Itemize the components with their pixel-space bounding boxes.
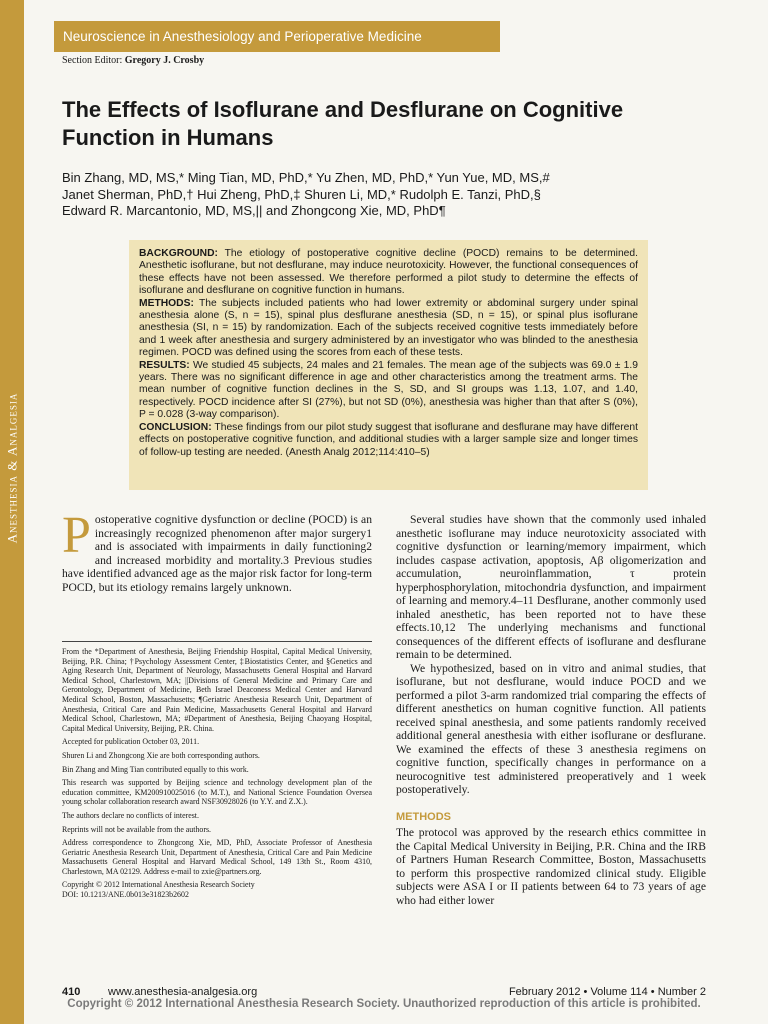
- intro-text: ostoperative cognitive dysfunction or decline (POCD) is an increasingly recognized phenomenon after major surgery1 and is associated with impairments in daily functioning2 and increased morbidity and mortality.3 Previous studies have identified advanced age as the major risk factor for long-term POCD, but its etiology remains largely unknown.: [62, 513, 372, 594]
- footnote-reprints: Reprints will not be available from the authors.: [62, 824, 212, 834]
- author-line: Edward R. Marcantonio, MD, MS,|| and Zhongcong Xie, MD, PhD¶: [62, 203, 446, 218]
- author-list: [62, 170, 722, 220]
- abstract-conclusion: [139, 422, 638, 459]
- section-banner: Neuroscience in Anesthesiology and Perioperative Medicine: [54, 21, 500, 52]
- section-editor-label: Section Editor:: [62, 55, 123, 66]
- intro-paragraph: [62, 507, 372, 594]
- footnote-copyright: Copyright © 2012 International Anesthesia Research Society: [62, 880, 255, 890]
- conclusion-label: CONCLUSION:: [139, 421, 212, 433]
- copyright-notice: Copyright © 2012 International Anesthesia Research Society. Unauthorized reproduction of this article is prohibited.: [67, 998, 701, 1010]
- article-title: The Effects of Isoflurane and Desflurane on Cognitive Function in Humans: [62, 97, 624, 150]
- section-editor: [62, 55, 204, 66]
- results-label: RESULTS:: [139, 359, 190, 371]
- footnotes: [62, 647, 372, 900]
- footnote-conflicts: The authors declare no conflicts of interest.: [62, 810, 199, 820]
- methods-label: METHODS:: [139, 297, 194, 309]
- body-paragraph: We hypothesized, based on in vitro and animal studies, that isoflurane, but not desflurane, would induce POCD and we performed a pilot 3-arm randomized trial comparing the effects of different anesthetics on human cognitive function. All patients received spinal anesthesia, and some patients randomly received additional general anesthesia with either isoflurane or desflurane. We examined the effects of these 3 anesthesia regimens on cognitive function, specifically changes in performance on a neurocognitive test administered preoperatively and 1 week postoperatively.: [396, 661, 706, 796]
- footnote-corresponding: Shuren Li and Zhongcong Xie are both corresponding authors.: [62, 750, 260, 760]
- results-text: We studied 45 subjects, 24 males and 21 females. The mean age of the subjects was 69.0 ± 1.9 years. There was no significant difference in age and other characteristics among the treatment arms. The mean number of cognitive function declines in the S, SD, and SI groups was 1.13, 1.07, and 1.40, respectively. POCD incidence after SI (27%), but not SD (0%), anesthesia was higher than that after S (0%), P = 0.028 (3-way comparison).: [139, 359, 638, 421]
- page-number: 410: [62, 986, 81, 998]
- methods-heading: METHODS: [396, 810, 451, 823]
- footnote-equal-contribution: Bin Zhang and Ming Tian contributed equally to this work.: [62, 764, 249, 774]
- background-label: BACKGROUND:: [139, 248, 218, 259]
- section-editor-name: Gregory J. Crosby: [124, 55, 205, 66]
- issue-info: February 2012 • Volume 114 • Number 2: [508, 986, 706, 998]
- journal-name-vertical: Anesthesia & Analgesia: [4, 392, 20, 544]
- background-text: The etiology of postoperative cognitive decline (POCD) remains to be determined. Anesthetic isoflurane, but not desflurane, may induce neurotoxicity. However, the functional consequences of these effects have not been assessed. We therefore performed a pilot study to determine the effects of isoflurane and desflurane on cognitive function in humans.: [139, 248, 638, 297]
- abstract-methods: [139, 298, 638, 360]
- footnote-divider: [62, 641, 372, 642]
- author-line: Bin Zhang, MD, MS,* Ming Tian, MD, PhD,* Yu Zhen, MD, PhD,* Yun Yue, MD, MS,#: [62, 170, 550, 185]
- drop-cap: P: [62, 507, 91, 564]
- author-line: Janet Sherman, PhD,† Hui Zheng, PhD,‡ Shuren Li, MD,* Rudolph E. Tanzi, PhD,§: [62, 186, 541, 202]
- conclusion-text: These findings from our pilot study suggest that isoflurane and desflurane may have different effects on postoperative cognitive function, and additional studies with a larger sample size and longer times of follow-up testing are needed. (Anesth Analg 2012;114:410–5): [139, 421, 638, 458]
- footnote-correspondence: Address correspondence to Zhongcong Xie, MD, PhD, Associate Professor of Anesthesia Geriatric Anesthesia Research Unit, Department of Anesthesia, Critical Care and Pain Medicine Massachusetts General Hospital and Harvard Medical School, 149 13th St., Room 4310, Charlestown, MA 02129. Address e-mail to zxie@partners.org.: [62, 838, 372, 876]
- footnote-accepted: Accepted for publication October 03, 2011.: [62, 737, 200, 747]
- methods-paragraph: The protocol was approved by the research ethics committee in the Capital Medical University in Beijing, P.R. China and the IRB of Partners Human Research Committee, Boston, Massachusetts to perform this prospective randomized clinical study. Eligible subjects were ASA I or II patients between 64 to 73 years of age who had either lower: [396, 826, 706, 907]
- journal-url: www.anesthesia-analgesia.org: [108, 986, 258, 998]
- body-column-left: [62, 507, 372, 594]
- journal-sidebar: [0, 0, 24, 1024]
- abstract-results: [139, 360, 638, 422]
- footnote-funding: This research was supported by Beijing science and technology development plan of the education committee, KM200910025016 (to M.T.), and National Science Foundation Oversea young scholar collaboration research award NSF30928026 (to Y.Y. and Z.X.).: [62, 778, 372, 807]
- footnote-affiliations: From the *Department of Anesthesia, Beijing Friendship Hospital, Capital Medical University, Beijing, P.R. China; †Psychology Assessment Center, ‡Biostatistics Center, and §Genetics and Aging Research Unit, Department of Neurology, Massachusetts General Hospital and Harvard Medical School, Charlestown, MA; ||Divisions of General Medicine and Primary Care and Gerontology, Department of Medicine, Beth Israel Deaconess Medical Center and Harvard Medical School, Boston, Massachusetts; ¶Geriatric Anesthesia Research Unit, Department of Anesthesia, Critical Care and Pain Medicine, Massachusetts General Hospital and Harvard Medical School, Charlestown, MA; #Department of Anesthesia, Beijing Chaoyang Hospital, Capital Medical University, Beijing, P.R. China.: [62, 647, 372, 733]
- footnote-doi: DOI: 10.1213/ANE.0b013e31823b2602: [62, 890, 189, 900]
- body-column-right: [396, 513, 706, 907]
- body-paragraph: Several studies have shown that the commonly used inhaled anesthetic isoflurane may induce neurotoxicity associated with cognitive dysfunction or learning/memory impairment, which includes caspase activation, apoptosis, Aβ oligomerization and accumulation, neuroinflammation, τ protein hyperphosphorylation, mitochondria dysfunction, and impairment of learning and memory.4–11 Desflurane, another commonly used inhaled anesthetic, has been reported not to have these effects.10,12 The underlying mechanisms and functional consequences of the different effects of isoflurane and desflurane remain to be determined.: [396, 513, 706, 661]
- abstract-background: [139, 248, 638, 298]
- abstract-box: [129, 240, 648, 490]
- methods-text: The subjects included patients who had lower extremity or abdominal surgery under spinal anesthesia alone (S, n = 15), spinal plus desflurane anesthesia (SD, n = 15), or spinal plus isoflurane anesthesia (SI, n = 15) by randomization. Each of the subjects received cognitive tests immediately before and 1 week after anesthesia and surgery administered by an investigator who was blinded to the anesthesia regimen. POCD was defined using the scores from each of these tests.: [139, 297, 638, 359]
